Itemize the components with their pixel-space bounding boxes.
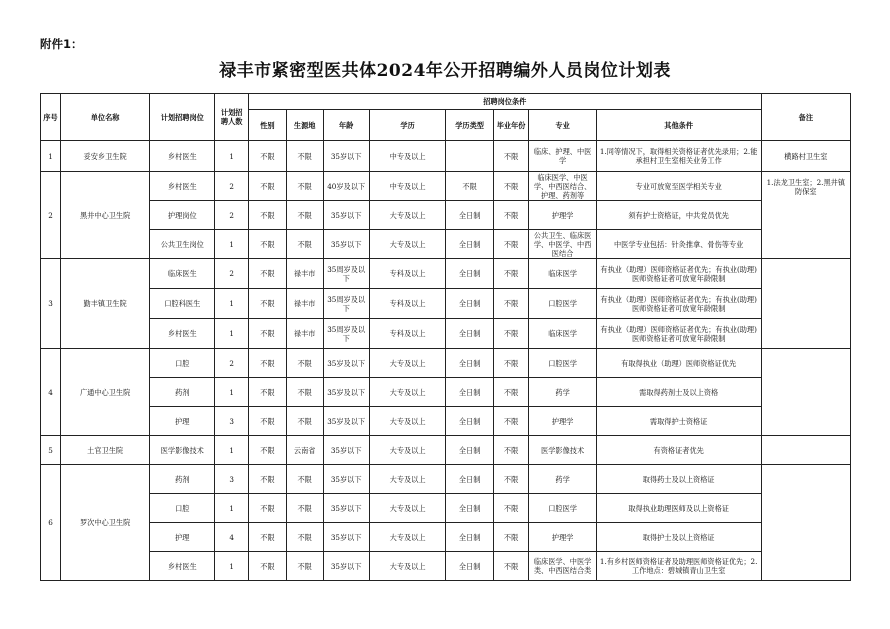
post-cell: 临床医生: [150, 259, 215, 289]
grad-year-cell: 不限: [493, 494, 529, 523]
other-cell: 有执业（助理）医师资格证者优先；有执业(助理)医师资格证者可放宽年龄限制: [596, 319, 761, 349]
grad-year-cell: 不限: [493, 172, 529, 201]
count-cell: 2: [215, 349, 249, 378]
grad-year-cell: 不限: [493, 349, 529, 378]
grad-year-cell: 不限: [493, 201, 529, 230]
edu-type-cell: 不限: [446, 172, 493, 201]
age-cell: 35周岁及以下: [323, 319, 369, 349]
origin-cell: 不限: [286, 378, 323, 407]
edu-type-cell: 全日制: [446, 349, 493, 378]
header-seq: 序号: [41, 94, 61, 141]
other-cell: 有执业（助理）医师资格证者优先；有执业(助理)医师资格证者可放宽年龄限制: [596, 259, 761, 289]
grad-year-cell: 不限: [493, 230, 529, 259]
count-cell: 2: [215, 172, 249, 201]
count-cell: 1: [215, 319, 249, 349]
remark-cell: 1.法龙卫生室；2.黑井镇防保室: [761, 172, 850, 259]
post-cell: 口腔科医生: [150, 289, 215, 319]
header-remark: 备注: [761, 94, 850, 141]
table-row: [41, 172, 851, 201]
age-cell: 35岁及以下: [323, 407, 369, 436]
post-cell: 乡村医生: [150, 141, 215, 172]
edu-cell: 中专及以上: [369, 141, 446, 172]
origin-cell: 不限: [286, 407, 323, 436]
major-cell: 临床医学: [529, 259, 596, 289]
remark-cell: [761, 349, 850, 436]
grad-year-cell: 不限: [493, 465, 529, 494]
other-cell: 取得执业助理医师及以上资格证: [596, 494, 761, 523]
table-row: [41, 349, 851, 378]
edu-cell: 中专及以上: [369, 172, 446, 201]
recruitment-plan-table: [40, 93, 851, 581]
age-cell: 35岁以下: [323, 494, 369, 523]
header-unit: 单位名称: [60, 94, 149, 141]
gender-cell: 不限: [248, 349, 286, 378]
gender-cell: 不限: [248, 289, 286, 319]
edu-type-cell: 全日制: [446, 523, 493, 552]
seq-cell: 6: [41, 465, 61, 581]
major-cell: 药学: [529, 378, 596, 407]
count-cell: 1: [215, 378, 249, 407]
edu-cell: 大专及以上: [369, 552, 446, 581]
age-cell: 35周岁及以下: [323, 289, 369, 319]
gender-cell: 不限: [248, 319, 286, 349]
age-cell: 35岁以下: [323, 141, 369, 172]
post-cell: 医学影像技术: [150, 436, 215, 465]
header-edu-type: 学历类型: [446, 110, 493, 141]
other-cell: 取得药士及以上资格证: [596, 465, 761, 494]
count-cell: 1: [215, 289, 249, 319]
major-cell: 口腔医学: [529, 494, 596, 523]
edu-type-cell: 全日制: [446, 201, 493, 230]
gender-cell: 不限: [248, 494, 286, 523]
unit-cell: 广通中心卫生院: [60, 349, 149, 436]
gender-cell: 不限: [248, 552, 286, 581]
age-cell: 35岁以下: [323, 436, 369, 465]
post-cell: 口腔: [150, 349, 215, 378]
other-cell: 需取得药剂士及以上资格: [596, 378, 761, 407]
major-cell: 护理学: [529, 407, 596, 436]
edu-type-cell: 全日制: [446, 289, 493, 319]
edu-cell: 大专及以上: [369, 378, 446, 407]
seq-cell: 4: [41, 349, 61, 436]
seq-cell: 5: [41, 436, 61, 465]
gender-cell: 不限: [248, 259, 286, 289]
grad-year-cell: 不限: [493, 141, 529, 172]
major-cell: 临床医学、中医学类、中西医结合类: [529, 552, 596, 581]
post-cell: 乡村医生: [150, 552, 215, 581]
edu-cell: 大专及以上: [369, 349, 446, 378]
other-cell: 专业可放宽至医学相关专业: [596, 172, 761, 201]
table-row: [41, 465, 851, 494]
count-cell: 1: [215, 436, 249, 465]
edu-type-cell: 全日制: [446, 259, 493, 289]
other-cell: 有资格证者优先: [596, 436, 761, 465]
edu-type-cell: [446, 141, 493, 172]
origin-cell: 禄丰市: [286, 319, 323, 349]
seq-cell: 3: [41, 259, 61, 349]
header-age: 年龄: [323, 110, 369, 141]
gender-cell: 不限: [248, 201, 286, 230]
other-cell: 中医学专业包括：针灸推拿、骨伤等专业: [596, 230, 761, 259]
post-cell: 乡村医生: [150, 319, 215, 349]
edu-type-cell: 全日制: [446, 494, 493, 523]
count-cell: 4: [215, 523, 249, 552]
header-gender: 性别: [248, 110, 286, 141]
grad-year-cell: 不限: [493, 436, 529, 465]
header-major: 专业: [529, 110, 596, 141]
unit-cell: 勤丰镇卫生院: [60, 259, 149, 349]
gender-cell: 不限: [248, 436, 286, 465]
gender-cell: 不限: [248, 230, 286, 259]
post-cell: 护理: [150, 407, 215, 436]
table-row: [41, 201, 851, 230]
unit-cell: 土官卫生院: [60, 436, 149, 465]
other-cell: 取得护士及以上资格证: [596, 523, 761, 552]
grad-year-cell: 不限: [493, 407, 529, 436]
other-cell: 1.有乡村医师资格证者及助理医师资格证优先；2.工作地点：碧城镇青山卫生室: [596, 552, 761, 581]
other-cell: 需取得护士资格证: [596, 407, 761, 436]
origin-cell: 禄丰市: [286, 259, 323, 289]
gender-cell: 不限: [248, 523, 286, 552]
remark-cell: [761, 465, 850, 581]
remark-cell: 横路村卫生室: [761, 141, 850, 172]
table-row: [41, 407, 851, 436]
edu-type-cell: 全日制: [446, 436, 493, 465]
age-cell: 35岁以下: [323, 201, 369, 230]
major-cell: 护理学: [529, 523, 596, 552]
age-cell: 35周岁及以下: [323, 259, 369, 289]
header-edu: 学历: [369, 110, 446, 141]
major-cell: 公共卫生、临床医学、中医学、中西医结合: [529, 230, 596, 259]
post-cell: 护理: [150, 523, 215, 552]
post-cell: 护理岗位: [150, 201, 215, 230]
count-cell: 2: [215, 201, 249, 230]
gender-cell: 不限: [248, 378, 286, 407]
attachment-label: 附件1：: [40, 37, 83, 51]
header-count: 计划招聘人数: [215, 94, 249, 141]
unit-cell: 黑井中心卫生院: [60, 172, 149, 259]
other-cell: 有取得执业（助理）医师资格证优先: [596, 349, 761, 378]
remark-cell: [761, 436, 850, 465]
count-cell: 1: [215, 141, 249, 172]
grad-year-cell: 不限: [493, 523, 529, 552]
grad-year-cell: 不限: [493, 289, 529, 319]
major-cell: 医学影像技术: [529, 436, 596, 465]
edu-cell: 大专及以上: [369, 230, 446, 259]
count-cell: 1: [215, 552, 249, 581]
origin-cell: 不限: [286, 465, 323, 494]
table-row: [41, 436, 851, 465]
edu-cell: 大专及以上: [369, 407, 446, 436]
gender-cell: 不限: [248, 407, 286, 436]
document-title: 禄丰市紧密型医共体2024年公开招聘编外人员岗位计划表: [219, 61, 671, 81]
edu-cell: 专科及以上: [369, 319, 446, 349]
header-origin: 生源地: [286, 110, 323, 141]
seq-cell: 2: [41, 172, 61, 259]
age-cell: 35岁及以下: [323, 378, 369, 407]
age-cell: 35岁以下: [323, 465, 369, 494]
table-row: [41, 289, 851, 319]
unit-cell: 妥安乡卫生院: [60, 141, 149, 172]
edu-cell: 大专及以上: [369, 201, 446, 230]
other-cell: 1.同等情况下，取得相关资格证者优先录用；2.能承担村卫生室相关业务工作: [596, 141, 761, 172]
header-conditions: 招聘岗位条件: [248, 94, 761, 110]
major-cell: 临床医学: [529, 319, 596, 349]
grad-year-cell: 不限: [493, 378, 529, 407]
origin-cell: 不限: [286, 552, 323, 581]
seq-cell: 1: [41, 141, 61, 172]
table-row: [41, 378, 851, 407]
age-cell: 35岁以下: [323, 523, 369, 552]
edu-cell: 专科及以上: [369, 259, 446, 289]
edu-type-cell: 全日制: [446, 319, 493, 349]
gender-cell: 不限: [248, 141, 286, 172]
other-cell: 有执业（助理）医师资格证者优先；有执业(助理)医师资格证者可放宽年龄限制: [596, 289, 761, 319]
count-cell: 2: [215, 259, 249, 289]
major-cell: 临床、护理、中医学: [529, 141, 596, 172]
edu-type-cell: 全日制: [446, 378, 493, 407]
edu-type-cell: 全日制: [446, 230, 493, 259]
major-cell: 口腔医学: [529, 349, 596, 378]
age-cell: 35岁以下: [323, 230, 369, 259]
edu-cell: 大专及以上: [369, 523, 446, 552]
header-grad-year: 毕业年份: [493, 110, 529, 141]
post-cell: 药剂: [150, 465, 215, 494]
post-cell: 乡村医生: [150, 172, 215, 201]
header-other: 其他条件: [596, 110, 761, 141]
count-cell: 3: [215, 407, 249, 436]
edu-type-cell: 全日制: [446, 407, 493, 436]
count-cell: 1: [215, 230, 249, 259]
major-cell: 临床医学、中医学、中西医结合、护理、药剂等: [529, 172, 596, 201]
post-cell: 药剂: [150, 378, 215, 407]
remark-cell: [761, 259, 850, 349]
table-row: [41, 230, 851, 259]
origin-cell: 云南省: [286, 436, 323, 465]
origin-cell: 不限: [286, 172, 323, 201]
table-row: [41, 259, 851, 289]
major-cell: 药学: [529, 465, 596, 494]
post-cell: 公共卫生岗位: [150, 230, 215, 259]
origin-cell: 不限: [286, 349, 323, 378]
table-row: [41, 523, 851, 552]
major-cell: 口腔医学: [529, 289, 596, 319]
origin-cell: 不限: [286, 141, 323, 172]
age-cell: 40岁及以下: [323, 172, 369, 201]
table-row: [41, 494, 851, 523]
table-row: [41, 141, 851, 172]
edu-type-cell: 全日制: [446, 465, 493, 494]
edu-type-cell: 全日制: [446, 552, 493, 581]
origin-cell: 不限: [286, 201, 323, 230]
origin-cell: 禄丰市: [286, 289, 323, 319]
header-post: 计划招聘岗位: [150, 94, 215, 141]
gender-cell: 不限: [248, 172, 286, 201]
count-cell: 1: [215, 494, 249, 523]
grad-year-cell: 不限: [493, 259, 529, 289]
gender-cell: 不限: [248, 465, 286, 494]
edu-cell: 大专及以上: [369, 494, 446, 523]
edu-cell: 大专及以上: [369, 465, 446, 494]
edu-cell: 大专及以上: [369, 436, 446, 465]
table-row: [41, 319, 851, 349]
edu-cell: 专科及以上: [369, 289, 446, 319]
grad-year-cell: 不限: [493, 319, 529, 349]
age-cell: 35岁及以下: [323, 349, 369, 378]
origin-cell: 不限: [286, 494, 323, 523]
age-cell: 35岁以下: [323, 552, 369, 581]
major-cell: 护理学: [529, 201, 596, 230]
origin-cell: 不限: [286, 523, 323, 552]
post-cell: 口腔: [150, 494, 215, 523]
grad-year-cell: 不限: [493, 552, 529, 581]
table-row: [41, 552, 851, 581]
origin-cell: 不限: [286, 230, 323, 259]
other-cell: 须有护士资格证，中共党员优先: [596, 201, 761, 230]
unit-cell: 罗次中心卫生院: [60, 465, 149, 581]
count-cell: 3: [215, 465, 249, 494]
